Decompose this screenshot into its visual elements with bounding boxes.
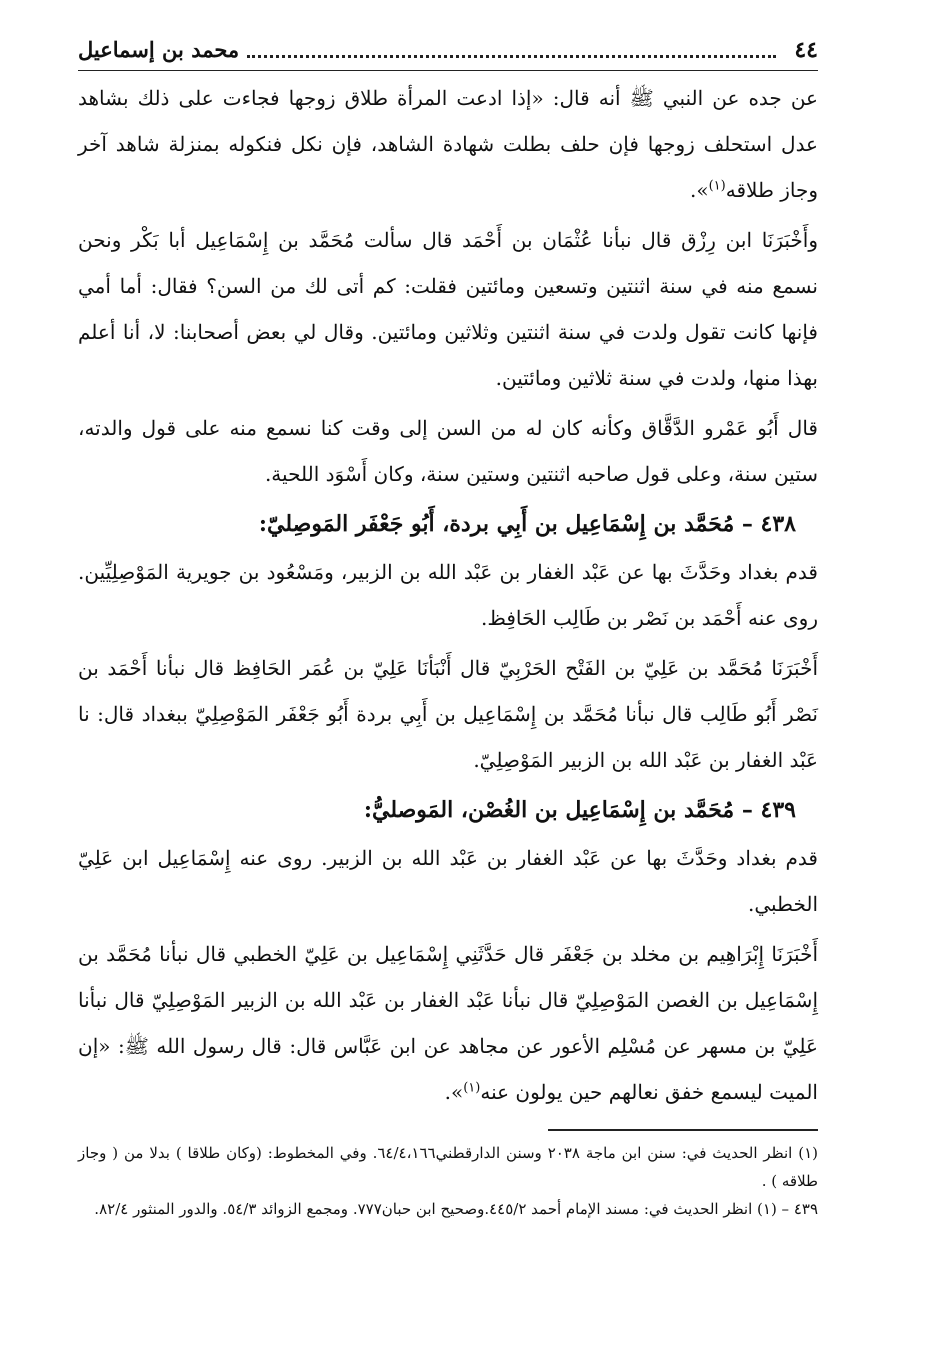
paragraph-report-birth: وأَخْبَرَنَا ابن رِزْق قال نبأنا عُثْمَان بن أَحْمَد قال سألت مُحَمَّد بن إِسْمَاعِيل أبا بَكْر ونحن نسمع منه في سنة اثنتين وتسعين ومائتين فقلت: كم أتى لك من السن؟ فقال: أما أمي فإنها كانت تقول ولدت في سنة اثنتين وثلاثين ومائتين. وقال لي بعض أصحابنا: لا، أنا أعلم بهذا منها، ولدت في سنة ثلاثين ومائتين. [78,228,818,390]
paragraph-438-bio: قدم بغداد وحَدَّثَ بها عن عَبْد الغفار بن عَبْد الله بن الزبير، ومَسْعُود بن جويرية المَوْصِلِيِّين. روى عنه أَحْمَد بن نَصْر بن طَالِب الحَافِظ. [78,560,818,630]
footnote-1: (١) انظر الحديث في: سنن ابن ماجة ٢٠٣٨ وسنن الدارقطني٦٤/٤،١٦٦. وفي المخطوط: (وكان طلاقا ) بدلا من ( وجاز طلاقه ) . [78,1144,818,1190]
running-title: محمد بن إسماعيل [78,37,240,62]
running-head [78,30,818,71]
paragraph-text: عن جده عن النبي ﷺ أنه قال: «إذا ادعت المرأة طلاق زوجها فجاءت على ذلك بشاهد عدل استحلف زوجها فإن حلف بطلت شهادة الشاهد، فإن نكل فنكوله بمنزلة شاهد آخر وجاز طلاقه [78,86,818,202]
page-number: ٤٤ [794,37,818,63]
paragraph-end: ». [444,1080,464,1104]
paragraph-hadith-continuation [78,75,818,213]
paragraph-438-isnad: أَخْبَرَنَا مُحَمَّد بن عَلِيّ بن الفَتْح الحَرْبِيّ قال أَنْبَأنَا عَلِيّ بن عُمَر الحَافِظ قال نبأنا أَحْمَد بن نَصْر أَبُو طَالِب قال نبأنا مُحَمَّد بن إِسْمَاعِيل بن أَبِي بردة أَبُو جَعْفَر المَوْصِلِيّ ببغداد قال: نا عَبْد الغفار بن عَبْد الله بن الزبير المَوْصِلِيّ. [78,656,818,772]
footnotes [78,1139,818,1223]
paragraph-text: أَخْبَرَنَا إِبْرَاهِيم بن مخلد بن جَعْفَر قال حَدَّثَنِي إِسْمَاعِيل بن عَلِيّ الخطبي قال نبأنا مُحَمَّد بن إِسْمَاعِيل بن الغصن المَوْصِلِيّ قال نبأنا عَبْد الغفار بن عَبْد الله بن الزبير المَوْصِلِيّ قال نبأنا عَلِيّ بن مسهر عن مُسْلِم الأعور عن مجاهد عن ابن عَبَّاس قال: قال رسول الله ﷺ: «إن الميت ليسمع خفق نعالهم حين يولون عنه [78,942,818,1104]
paragraph-439-bio: قدم بغداد وحَدَّثَ بها عن عَبْد الغفار بن عَبْد الله بن الزبير. روى عنه إِسْمَاعِيل ابن عَلِيّ الخطبي. [78,846,818,916]
footnote-439-1: ٤٣٩ – (١) انظر الحديث في: مسند الإمام أحمد ٤٤٥/٢.وصحيح ابن حبان٧٧٧. ومجمع الزوائد ٥٤/٣. والدور المنثور ٨٢/٤. [94,1200,818,1218]
document-page [78,30,818,1223]
paragraph-daqqaq: قال أَبُو عَمْرو الدَّقَّاق وكأنه كان له من السن إلى وقت كنا نسمع منه على قول والدته، ستين سنة، وعلى قول صاحبه اثنتين وستين سنة، وكان أَسْوَد اللحية. [78,416,818,486]
paragraph-439-hadith [78,931,818,1115]
paragraph-end: ». [690,178,709,202]
footnote-marker: (١) [463,1080,481,1096]
entry-heading-438: ٤٣٨ – مُحَمَّد بن إِسْمَاعِيل بن أَبِي بردة، أَبُو جَعْفَر المَوصِليّ: [258,511,796,537]
leader-dots [247,43,776,58]
footnote-divider [548,1129,818,1131]
footnote-marker: (١) [708,178,726,194]
entry-heading-439: ٤٣٩ – مُحَمَّد بن إِسْمَاعِيل بن الغُصْن، المَوصليُّ: [363,797,796,823]
